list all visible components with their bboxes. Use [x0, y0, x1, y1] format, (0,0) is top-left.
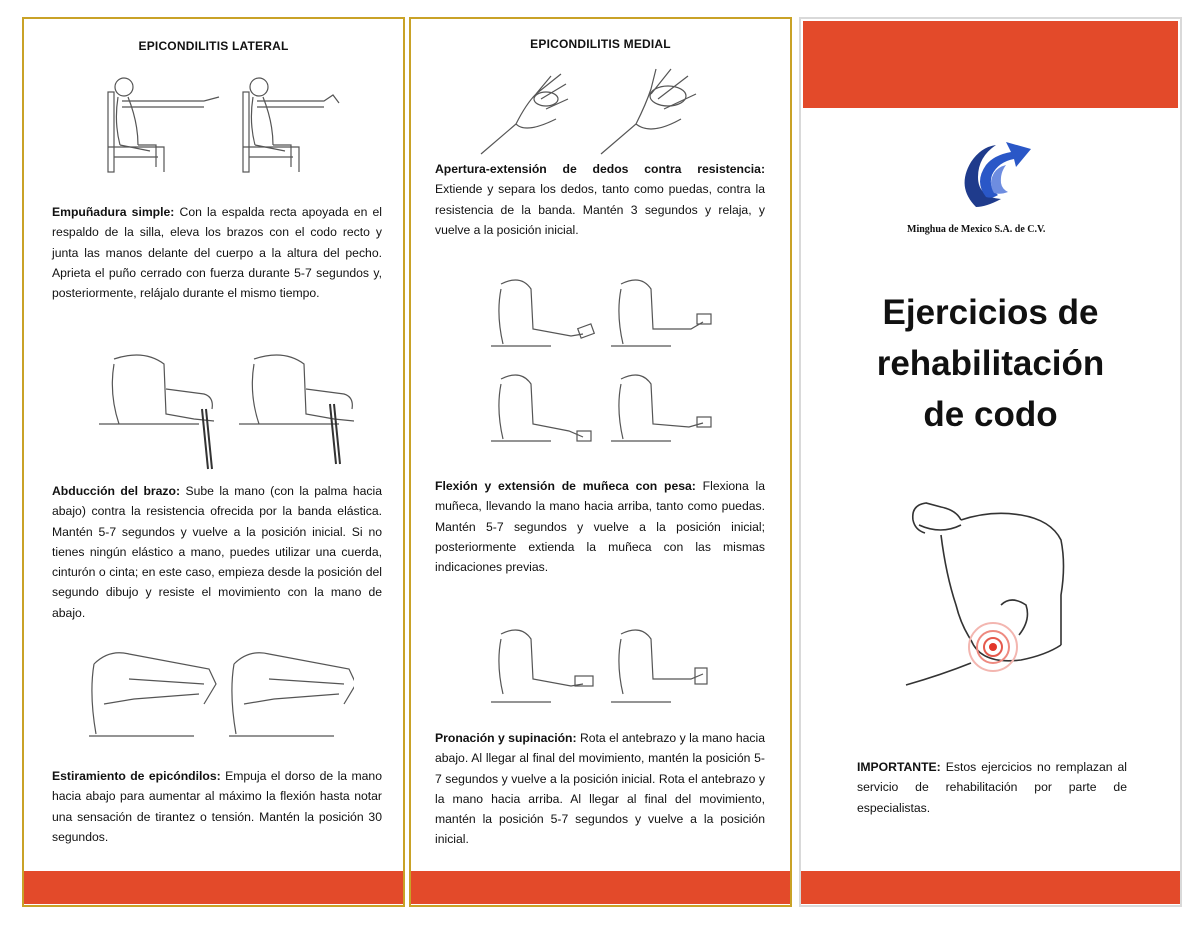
illustration-grip-seated	[94, 67, 344, 177]
exercise-stretch-title: Estiramiento de epicóndilos:	[52, 769, 221, 783]
panel-cover	[799, 17, 1182, 907]
company-logo-icon	[956, 137, 1036, 217]
illustration-epicondyle-stretch	[84, 644, 354, 749]
exercise-abduction	[52, 481, 382, 623]
cover-title-line2: rehabilitación	[876, 344, 1105, 383]
illustration-finger-extension	[476, 64, 716, 159]
heading-lateral: EPICONDILITIS LATERAL	[138, 39, 289, 53]
important-note	[857, 757, 1127, 818]
illustration-pronation-supination	[491, 624, 721, 719]
exercise-pronation-text: Rota el antebrazo y la mano hacia abajo. Al llegar al final del movimiento, mantén la posición 5-7 segundos y vuelve a la posición inicial. Rota el antebrazo y la mano hacia arriba. Al llegar al final del movimiento, mantén la posición 5-7 segundos y vuelve a la posición inicial.	[435, 731, 766, 847]
exercise-grip	[52, 202, 382, 303]
exercise-finger-extension-title: Apertura-extensión de dedos contra resistencia:	[435, 162, 765, 176]
exercise-wrist-flexion-text: Flexiona la muñeca, llevando la mano hacia arriba, tanto como puedas. Mantén 5-7 segundos y vuelve a la posición inicial; posteriormente extienda la muñeca con las mismas indicaciones previas.	[435, 479, 766, 575]
exercise-finger-extension-text: Extiende y separa los dedos, tanto como puedas, contra la resistencia de la banda. Mantén 3 segundos y relaja, y vuelve a la posición inicial.	[435, 182, 765, 237]
exercise-grip-title: Empuñadura simple:	[52, 205, 175, 219]
exercise-pronation	[435, 728, 765, 850]
exercise-wrist-flexion-title: Flexión y extensión de muñeca con pesa:	[435, 479, 696, 493]
footer-band-1	[24, 871, 403, 904]
exercise-abduction-title: Abducción del brazo:	[52, 484, 181, 498]
illustration-wrist-flexion-weight	[491, 274, 721, 464]
exercise-stretch-text: Empuja el dorso de la mano hacia abajo para aumentar al máximo la flexión hasta notar una sensación de tirantez o tensión. Mantén la posición 30 segundos.	[52, 769, 382, 844]
footer-band-2	[411, 871, 790, 904]
illustration-arm-abduction	[94, 349, 354, 474]
elbow-pain-illustration	[901, 495, 1071, 695]
exercise-grip-text: Con la espalda recta apoyada en el respaldo de la silla, eleva los brazos con el codo recto y junta las manos delante del cuerpo a la altura del pecho. Aprieta el puño cerrado con fuerza durante 5-7 segundos y, posteriormente, relájalo durante el mismo tiempo.	[52, 205, 383, 301]
footer-band-3	[801, 871, 1180, 904]
panel-lateral	[22, 17, 405, 907]
important-text: Estos ejercicios no remplazan al servicio de rehabilitación por parte de especialistas.	[857, 760, 1127, 815]
panel-medial	[409, 17, 792, 907]
company-name: Minghua de Mexico S.A. de C.V.	[907, 224, 1046, 235]
cover-title-line3: de codo	[923, 395, 1058, 434]
exercise-wrist-flexion	[435, 476, 765, 577]
heading-medial: EPICONDILITIS MEDIAL	[530, 37, 671, 51]
important-label: IMPORTANTE:	[857, 760, 941, 774]
cover-title-line1: Ejercicios de	[882, 293, 1099, 332]
exercise-pronation-title: Pronación y supinación:	[435, 731, 577, 745]
exercise-abduction-text: Sube la mano (con la palma hacia abajo) contra la resistencia ofrecida por la banda elástica. Mantén 5-7 segundos y vuelve a la posición inicial. Si no tienes ningún elástico a mano, puedes utilizar una cuerda, cinturón o cinta; en este caso, empieza desde la posición del segundo dibujo y resiste el movimiento con la mano de abajo.	[52, 484, 382, 620]
exercise-finger-extension	[435, 159, 765, 240]
exercise-stretch	[52, 766, 382, 847]
cover-top-band	[803, 21, 1178, 108]
